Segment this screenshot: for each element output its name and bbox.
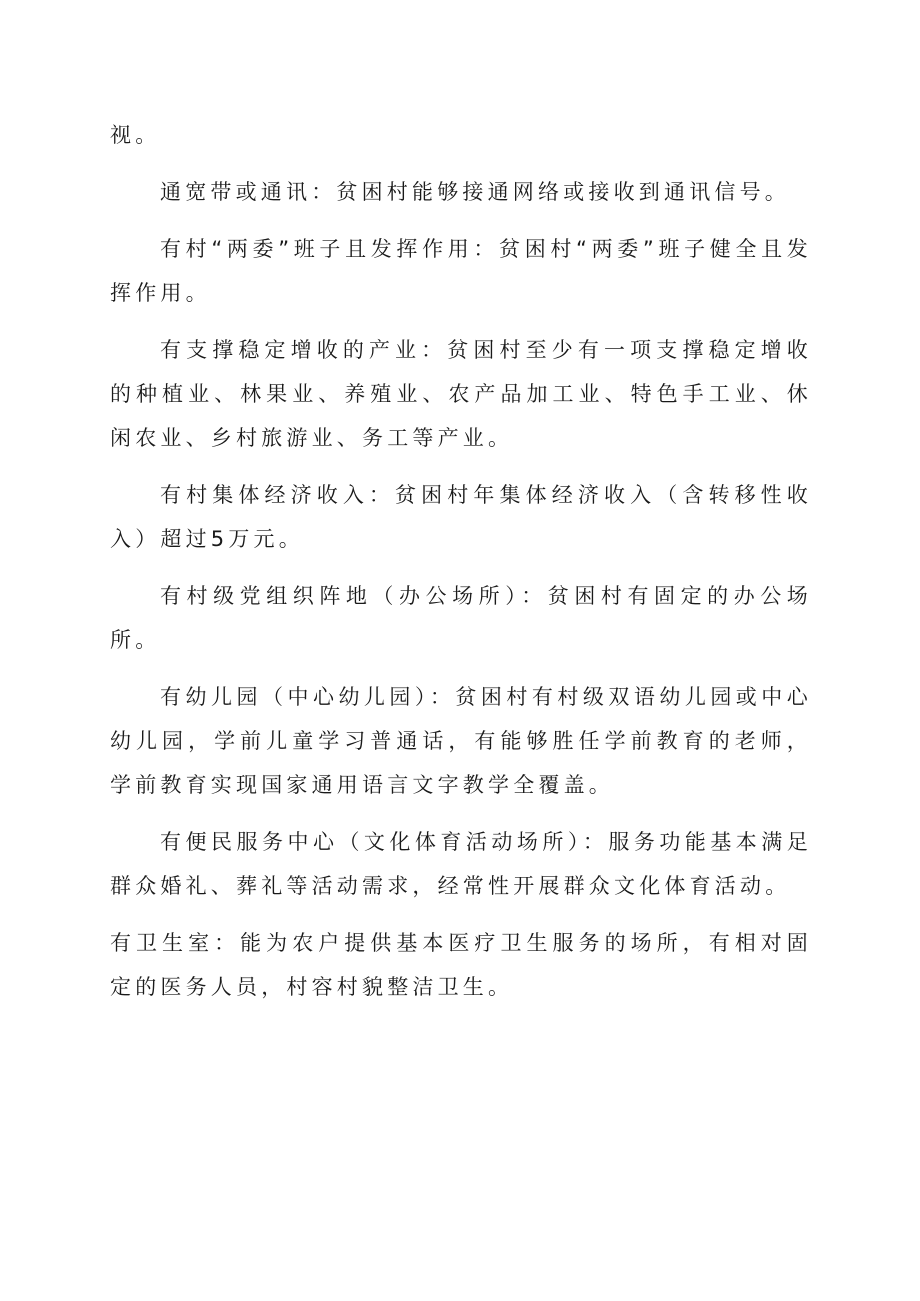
paragraph-collective-income: 有村集体经济收入：贫困村年集体经济收入（含转移性收入）超过5万元。 <box>110 483 812 551</box>
paragraph-service-center: 有便民服务中心（文化体育活动场所）：服务功能基本满足群众婚礼、葬礼等活动需求，经常性开展群众文化体育活动。 <box>110 830 812 898</box>
paragraph-clinic: 有卫生室：能为农户提供基本医疗卫生服务的场所，有相对固定的医务人员，村容村貌整洁卫生。 <box>110 931 812 999</box>
document-body <box>110 113 812 1022</box>
paragraph-broadband: 通宽带或通讯：贫困村能够接通网络或接收到通讯信号。 <box>160 180 790 204</box>
paragraph-party-office: 有村级党组织阵地（办公场所）：贫困村有固定的办公场所。 <box>110 584 812 652</box>
paragraph-kindergarten: 有幼儿园（中心幼儿园）：贫困村有村级双语幼儿园或中心幼儿园，学前儿童学习普通话，有能够胜任学前教育的老师，学前教育实现国家通用语言文字教学全覆盖。 <box>110 685 812 797</box>
paragraph-village-committee: 有村“两委”班子且发挥作用：贫困村“两委”班子健全且发挥作用。 <box>110 237 812 305</box>
paragraph-industry: 有支撑稳定增收的产业：贫困村至少有一项支撑稳定增收的种植业、林果业、养殖业、农产品加工业、特色手工业、休闲农业、乡村旅游业、务工等产业。 <box>110 338 812 450</box>
paragraph-continuation: 视。 <box>110 123 161 147</box>
